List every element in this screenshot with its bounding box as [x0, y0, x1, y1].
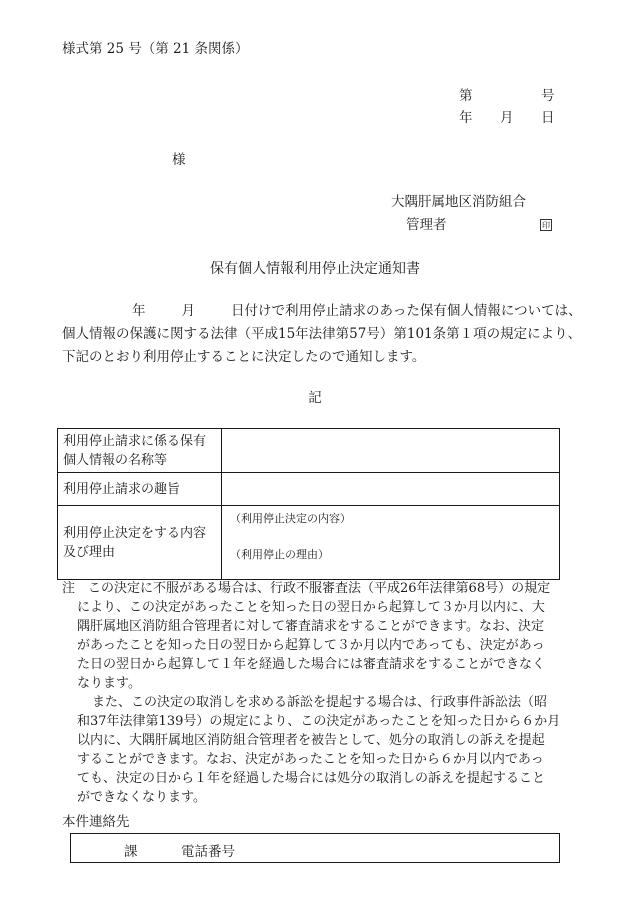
table-row — [58, 429, 560, 473]
table-label-purpose: 利用停止請求の趣旨 — [58, 473, 222, 506]
date-day: 日 — [541, 110, 555, 126]
table-label-info-name — [58, 429, 222, 473]
table-value-decision[interactable] — [222, 506, 560, 580]
addressee-suffix: 様 — [172, 152, 186, 168]
decision-cell — [222, 506, 559, 579]
body-line-3: 下記のとおり利用停止することに決定したので通知します。 — [62, 349, 426, 365]
note-line: なります。 — [77, 676, 141, 691]
note-line: することができます。なお、決定があったことを知った日から６か月以内であっ — [77, 752, 544, 767]
body-paragraph — [62, 300, 582, 369]
label-line: 個人情報の名称等 — [63, 452, 168, 468]
note-line: た日の翌日から起算して１年を経過した場合には審査請求をすることができなく — [77, 657, 546, 672]
note-line: 隅肝属地区消防組合管理者に対して審査請求をすることができます。なお、決定 — [77, 619, 544, 634]
body-line-2: 個人情報の保護に関する法律（平成15年法律第57号）第101条第１項の規定により、 — [62, 326, 582, 342]
detail-table — [57, 428, 560, 580]
doc-number-prefix: 第 — [459, 88, 473, 104]
body-line-1-rest: 日付けで利用停止請求のあった保有個人情報については、 — [231, 303, 582, 319]
doc-number-suffix: 号 — [541, 88, 555, 104]
contact-section-label: 課 — [124, 844, 138, 860]
ki-label: 記 — [308, 390, 322, 406]
sender-organization: 大隅肝属地区消防組合 — [391, 194, 526, 210]
body-year: 年 — [132, 303, 146, 319]
table-row — [58, 473, 560, 506]
note-line: があったことを知った日の翌日から起算して３か月以内であっても、決定があっ — [77, 638, 545, 653]
date-month: 月 — [500, 110, 514, 126]
note-line: 以内に、大隅肝属地区消防組合管理者を被告として、処分の取消しの訴えを提起 — [77, 733, 545, 748]
date-year: 年 — [459, 110, 473, 126]
label-line: 及び理由 — [63, 544, 116, 560]
form-number: 様式第 25 号（第 21 条関係） — [62, 41, 249, 57]
decision-content-label: （利用停止決定の内容） — [230, 512, 351, 525]
note-line: 注 この決定に不服がある場合は、行政不服審査法（平成26年法律第68号）の規定 — [62, 581, 551, 596]
note-line: ても、決定の日から１年を経過した場合には処分の取消しの訴えを提起すること — [77, 771, 546, 786]
label-line: 利用停止請求に係る保有 — [63, 433, 207, 449]
seal-mark: 印 — [542, 221, 550, 230]
decision-reason-label: （利用停止の理由） — [230, 548, 329, 561]
contact-box[interactable] — [70, 833, 560, 863]
table-value-info-name[interactable] — [222, 429, 560, 473]
note-section — [62, 579, 572, 807]
table-value-purpose[interactable] — [222, 473, 560, 506]
contact-label: 本件連絡先 — [62, 814, 130, 830]
label-line: 利用停止決定をする内容 — [63, 525, 207, 541]
body-line-1 — [62, 300, 582, 323]
note-line: 和37年法律第139号）の規定により、この決定があったことを知った日から６か月 — [77, 714, 561, 729]
table-label-decision — [58, 506, 222, 580]
table-row — [58, 506, 560, 580]
note-line: ができなくなります。 — [77, 790, 206, 805]
note-line: また、この決定の取消しを求める訴訟を提起する場合は、行政事件訴訟法（昭 — [92, 695, 548, 710]
sender-title: 管理者 — [406, 217, 447, 233]
note-line: により、この決定があったことを知った日の翌日から起算して３か月以内に、大 — [77, 600, 545, 615]
contact-phone-label: 電話番号 — [181, 844, 235, 860]
body-month: 月 — [181, 303, 195, 319]
document-title: 保有個人情報利用停止決定通知書 — [210, 261, 420, 277]
